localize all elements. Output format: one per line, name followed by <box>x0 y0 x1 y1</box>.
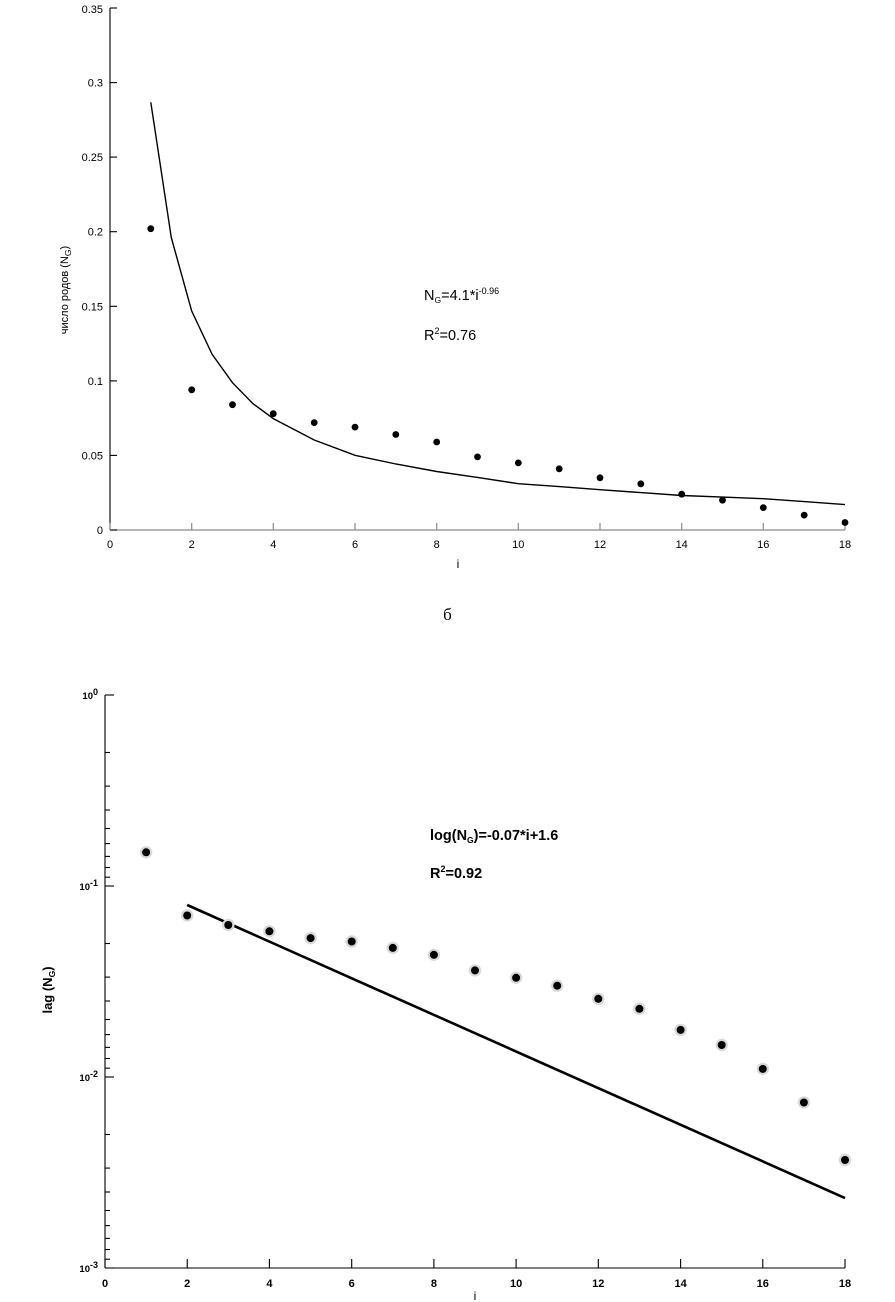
x-ticklabel: 12 <box>593 539 607 551</box>
y-ticklabel: 0.3 <box>87 77 103 90</box>
data-point <box>678 491 685 498</box>
chart-panel-b <box>0 660 895 1300</box>
data-point <box>471 966 479 974</box>
data-point <box>556 465 563 472</box>
data-point <box>760 504 767 511</box>
fit-r2-a-tail: =0.76 <box>439 328 477 344</box>
data-point <box>759 1065 767 1073</box>
data-point <box>147 225 154 232</box>
data-point <box>512 974 520 982</box>
y-ticklabel: 0 <box>96 525 103 537</box>
y-ticklabel-exponent: -3 <box>89 1260 98 1270</box>
x-ticklabels-b <box>102 1278 851 1290</box>
data-point <box>307 934 315 942</box>
svg-text:10-3 <box>79 1260 98 1275</box>
y-ticks-a <box>110 8 117 530</box>
fit-eq-b-main: log(N <box>430 828 468 844</box>
y-ticklabel: 0.25 <box>81 152 103 165</box>
y-ticklabel: 0.05 <box>81 450 103 463</box>
data-points-b <box>140 846 851 1166</box>
x-ticklabel: 6 <box>348 1278 355 1290</box>
y-ticklabel-mantissa: 10 <box>79 882 90 893</box>
fit-equation-a <box>424 286 499 305</box>
data-point <box>677 1026 685 1034</box>
fit-r2-b-sup: 2 <box>440 864 446 874</box>
data-point <box>142 848 150 856</box>
data-point <box>474 454 481 461</box>
fit-r2-b-main: R <box>430 866 441 882</box>
x-ticklabel: 8 <box>430 1278 437 1290</box>
y-ticklabel: 0.35 <box>81 4 103 16</box>
x-ticklabel: 4 <box>270 539 277 551</box>
chart-a-svg <box>0 0 895 600</box>
y-ticklabel: 0.2 <box>87 226 103 239</box>
fit-eq-b-rest: )=-0.07*i+1.6 <box>473 828 559 844</box>
fit-eq-a-rest: =4.1*i <box>441 288 479 304</box>
data-point <box>841 1156 849 1164</box>
data-point <box>719 497 726 504</box>
x-ticklabels-a <box>107 539 851 551</box>
y-axis-title-b-sub: G <box>47 970 57 978</box>
x-ticklabel: 18 <box>838 1278 852 1290</box>
x-ticklabel: 2 <box>188 539 195 551</box>
y-axis-title-a-tail: ) <box>59 245 71 250</box>
svg-text:10-1 <box>79 878 98 893</box>
fit-r2-b <box>430 864 482 882</box>
data-point <box>270 410 277 417</box>
y-axis-title-b-main: lag (N <box>40 977 55 1014</box>
y-ticklabel-exponent: -2 <box>89 1069 98 1079</box>
fit-r2-a-main: R <box>424 328 435 344</box>
y-minor-ticks-b <box>105 753 110 1260</box>
data-point <box>183 912 191 920</box>
y-ticklabel: 0.15 <box>81 301 103 314</box>
fit-curve-a <box>151 102 845 504</box>
x-ticklabel: 0 <box>106 539 114 551</box>
x-ticklabel: 4 <box>266 1278 273 1290</box>
data-point <box>389 944 397 952</box>
x-ticklabel: 0 <box>101 1278 109 1290</box>
data-point <box>594 995 602 1003</box>
x-ticklabel: 12 <box>592 1278 605 1290</box>
y-ticklabels-b <box>79 687 98 1275</box>
y-axis-title-a-sub: G <box>63 249 73 257</box>
x-ticklabel: 8 <box>433 539 440 551</box>
data-point <box>718 1041 726 1049</box>
data-point <box>637 480 644 487</box>
y-axis-title-a-main: число родов (N <box>59 256 71 335</box>
x-axis-title-b: i <box>473 1289 477 1300</box>
fit-eq-a-main: N <box>424 288 435 304</box>
y-ticklabel-exponent: 0 <box>92 687 98 697</box>
data-point <box>801 512 808 519</box>
data-point <box>229 401 236 408</box>
data-point <box>392 431 399 438</box>
svg-text:число родов (NG) <box>59 246 73 334</box>
data-point <box>224 921 232 929</box>
x-ticklabel: 14 <box>674 1278 687 1290</box>
y-ticklabel-mantissa: 10 <box>79 1264 90 1275</box>
x-ticklabel: 10 <box>509 1278 523 1290</box>
x-ticks-a <box>110 523 845 530</box>
svg-text:10-2 <box>79 1069 98 1084</box>
fit-eq-a-sub: G <box>434 295 442 305</box>
data-point <box>311 419 318 426</box>
x-ticklabel: 2 <box>184 1278 191 1290</box>
data-point <box>265 927 273 935</box>
data-point <box>842 519 849 526</box>
fit-eq-b-sub: G <box>467 835 474 845</box>
x-ticklabel: 14 <box>675 539 688 551</box>
y-ticklabel-exponent: -1 <box>89 878 98 888</box>
chart-panel-a <box>0 0 895 600</box>
data-point <box>430 951 438 959</box>
x-ticklabel: 16 <box>757 539 770 551</box>
y-ticklabels-a <box>82 4 103 537</box>
y-axis-title-b <box>40 966 57 1013</box>
x-axis-title-a: i <box>456 557 460 571</box>
y-ticks-b <box>105 695 114 1268</box>
x-ticklabel: 18 <box>838 539 852 551</box>
y-ticklabel-mantissa: 10 <box>82 691 93 702</box>
data-point <box>188 386 195 393</box>
y-axis-title-b-tail: ) <box>40 966 55 971</box>
svg-text:100 <box>82 687 98 702</box>
data-point <box>800 1099 808 1107</box>
y-axis-title-a <box>59 246 73 334</box>
chart-b-svg <box>0 660 895 1300</box>
data-point <box>348 938 356 946</box>
y-ticklabel: 0.1 <box>87 375 103 388</box>
x-ticklabel: 10 <box>512 539 525 551</box>
fit-eq-a-exp: -0.96 <box>478 286 500 296</box>
data-point <box>597 474 604 481</box>
fit-r2-b-tail: =0.92 <box>445 866 483 882</box>
data-point <box>553 982 561 990</box>
data-point <box>515 460 522 467</box>
data-point <box>352 424 359 431</box>
x-ticklabel: 16 <box>756 1278 769 1290</box>
x-ticks-b <box>105 1259 845 1268</box>
fit-line-b <box>187 905 845 1198</box>
fit-r2-a <box>424 326 476 344</box>
panel-label-b: б <box>443 605 452 624</box>
fit-r2-a-sup: 2 <box>434 326 440 336</box>
data-point <box>635 1005 643 1013</box>
fit-equation-b <box>430 828 558 845</box>
x-ticklabel: 6 <box>351 539 359 551</box>
data-point <box>433 439 440 446</box>
svg-text:lag (NG) <box>40 966 57 1013</box>
y-ticklabel-mantissa: 10 <box>79 1073 90 1084</box>
